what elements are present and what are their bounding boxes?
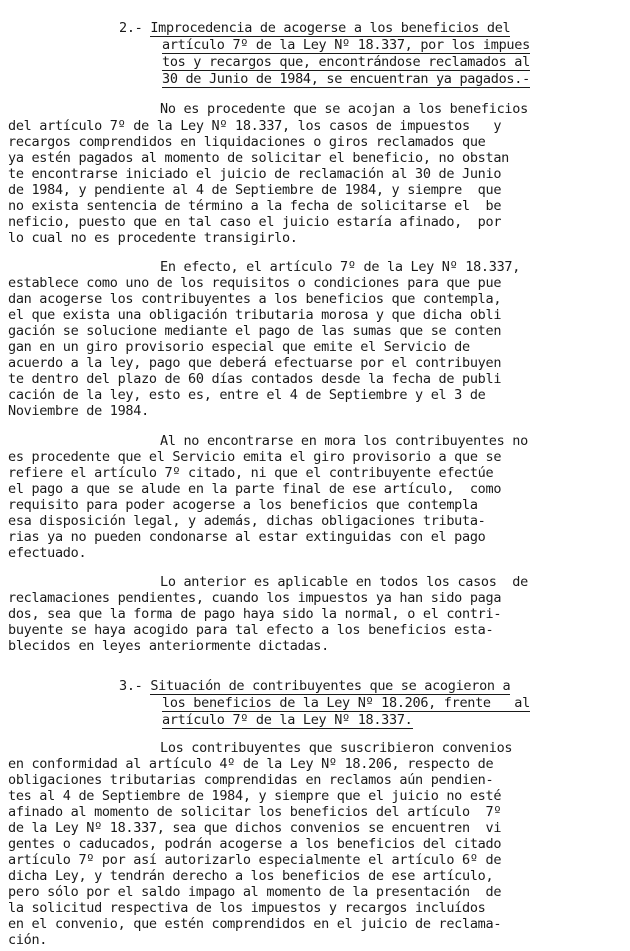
paragraph-line: afinado al momento de solicitar los beneficios del artículo 7º <box>8 804 502 820</box>
paragraph-line: establece como uno de los requisitos o condiciones para que pue <box>8 275 502 291</box>
section-3-heading-line-2: los beneficios de la Ley Nº 18.206, frente al <box>162 695 530 711</box>
paragraph-line: gación se solucione mediante el pago de las sumas que se conten <box>8 323 502 339</box>
section-2-heading-line-2: artículo 7º de la Ley Nº 18.337, por los impues <box>162 37 530 53</box>
section-3-heading-line-3: artículo 7º de la Ley Nº 18.337. <box>162 712 413 728</box>
section-3-number: 3.- <box>119 678 143 694</box>
paragraph-line: gan en un giro provisorio especial que emite el Servicio de <box>8 339 470 355</box>
section-2-number: 2.- <box>119 20 143 36</box>
section-2-heading-line-4: 30 de Junio de 1984, se encuentran ya pagados.- <box>162 71 530 87</box>
paragraph-line: en conformidad al artículo 4º de la Ley Nº 18.206, respecto de <box>8 756 494 772</box>
paragraph-line: de 1984, y pendiente al 4 de Septiembre de 1984, y siempre que <box>8 182 502 198</box>
section-2-heading-line-3: tos y recargos que, encontrándose reclamados al <box>162 54 530 70</box>
paragraph-line: pero sólo por el saldo impago al momento de la presentación de <box>8 884 502 900</box>
paragraph-line: el pago a que se alude en la parte final de ese artículo, como <box>8 481 502 497</box>
paragraph-line: del artículo 7º de la Ley Nº 18.337, los casos de impuestos y <box>8 118 502 134</box>
paragraph-line: ción. <box>8 932 48 948</box>
paragraph-line: blecidos en leyes anteriormente dictadas. <box>8 638 329 654</box>
paragraph-line: En efecto, el artículo 7º de la Ley Nº 18.337, <box>160 259 521 275</box>
section-2-heading-line-1: 2.- Improcedencia de acogerse a los beneficios del <box>119 20 511 36</box>
paragraph-line: ya estén pagados al momento de solicitar el beneficio, no obstan <box>8 150 509 166</box>
paragraph-line: dos, sea que la forma de pago haya sido la normal, o el contri- <box>8 606 502 622</box>
paragraph-line: reclamaciones pendientes, cuando los impuestos ya han sido paga <box>8 590 502 606</box>
paragraph-line: Lo anterior es aplicable en todos los casos de <box>160 574 528 590</box>
paragraph-line: Noviembre de 1984. <box>8 403 149 419</box>
paragraph-line: en el convenio, que estén comprendidos en el juicio de reclama- <box>8 916 502 932</box>
paragraph-line: acuerdo a la ley, pago que deberá efectuarse por el contribuyen <box>8 355 502 371</box>
paragraph-line: Al no encontrarse en mora los contribuyentes no <box>160 433 528 449</box>
paragraph-line: buyente se haya acogido para tal efecto a los beneficios esta- <box>8 622 494 638</box>
paragraph-line: dicha Ley, y tendrán derecho a los beneficios de ese artículo, <box>8 868 494 884</box>
paragraph-line: te encontrarse iniciado el juicio de reclamación al 30 de Junio <box>8 166 502 182</box>
paragraph-line: Los contribuyentes que suscribieron convenios <box>160 740 513 756</box>
paragraph-line: esa disposición legal, y además, dichas obligaciones tributa- <box>8 513 486 529</box>
paragraph-line: obligaciones tributarias comprendidas en reclamos aún pendien- <box>8 772 494 788</box>
paragraph-line: artículo 7º por así autorizarlo especialmente el artículo 6º de <box>8 852 502 868</box>
paragraph-line: efectuado. <box>8 545 87 561</box>
paragraph-line: no exista sentencia de término a la fecha de solicitarse el be <box>8 198 502 214</box>
paragraph-line: refiere el artículo 7º citado, ni que el contribuyente efectúe <box>8 465 494 481</box>
paragraph-line: tes al 4 de Septiembre de 1984, y siempre que el juicio no esté <box>8 788 502 804</box>
paragraph-line: No es procedente que se acojan a los beneficios <box>160 101 528 117</box>
paragraph-line: rias ya no pueden condonarse al estar extinguidas con el pago <box>8 529 486 545</box>
paragraph-line: recargos comprendidos en liquidaciones o giros reclamados que <box>8 134 486 150</box>
paragraph-line: neficio, puesto que en tal caso el juicio estaría afinado, por <box>8 214 502 230</box>
paragraph-line: es procedente que el Servicio emita el giro provisorio a que se <box>8 449 502 465</box>
paragraph-line: lo cual no es procedente transigirlo. <box>8 230 298 246</box>
paragraph-line: requisito para poder acogerse a los beneficios que contempla <box>8 497 478 513</box>
section-3-heading-line-1: 3.- Situación de contribuyentes que se acogieron a <box>119 678 511 694</box>
paragraph-line: la solicitud respectiva de los impuestos y recargos incluídos <box>8 900 486 916</box>
paragraph-line: dan acogerse los contribuyentes a los beneficios que contempla, <box>8 291 502 307</box>
paragraph-line: gentes o caducados, podrán acogerse a los beneficios del citado <box>8 836 502 852</box>
paragraph-line: de la Ley Nº 18.337, sea que dichos convenios se encuentren vi <box>8 820 502 836</box>
paragraph-line: te dentro del plazo de 60 días contados desde la fecha de publi <box>8 371 502 387</box>
paragraph-line: el que exista una obligación tributaria morosa y que dicha obli <box>8 307 502 323</box>
paragraph-line: cación de la ley, esto es, entre el 4 de Septiembre y el 3 de <box>8 387 486 403</box>
